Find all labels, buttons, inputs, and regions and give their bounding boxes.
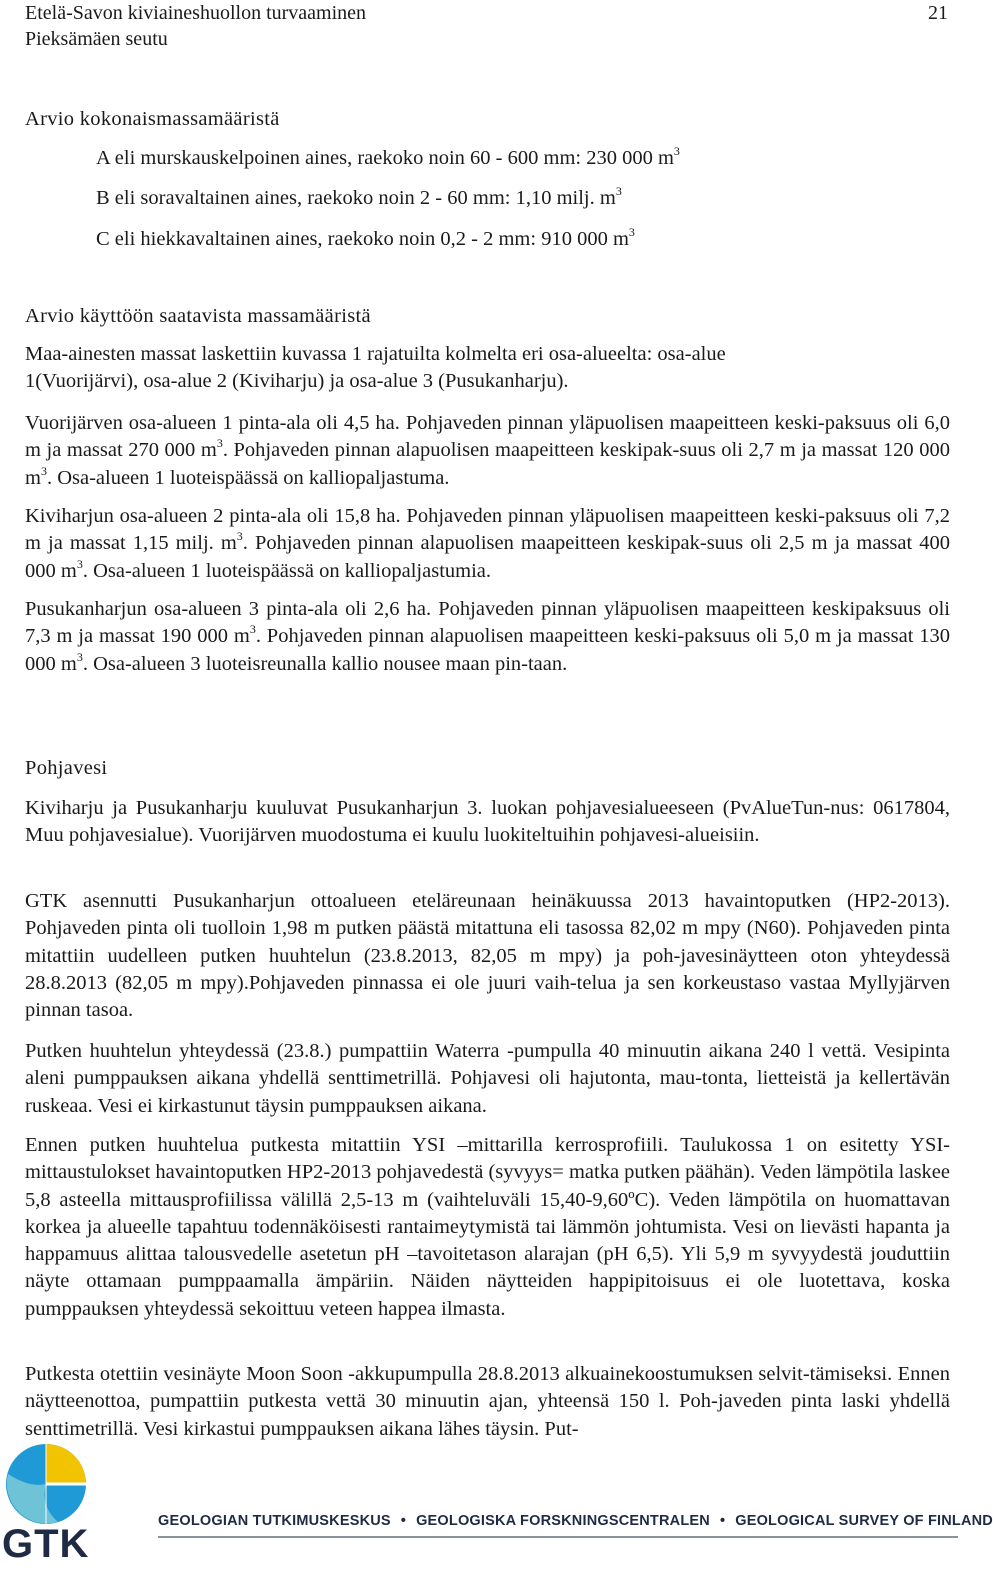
groundwater-paragraph-5: Putkesta otettiin vesinäyte Moon Soon -akkupumpulla 28.8.2013 alkuainekoostumuksen selvit-tämiseksi. Ennen näytteenottoa, pumpattiin putkesta vettä 30 minuutin ajan, yhteensä 150 l. Poh-javeden pinta laski yhdellä senttimetrillä. Vesi kirkastui pumppauksen aikana lähes täysin. Put- — [25, 1363, 950, 1440]
mass-item-c: C eli hiekkavaltainen aines, raekoko noin 0,2 - 2 mm: 910 000 $m^3$ — [96, 225, 635, 250]
groundwater-paragraph-4: Ennen putken huuhtelua putkesta mitattiin YSI –mittarilla kerrosprofiili. Taulukossa 1 on esitetty YSI-mittaustulokset havaintoputken HP2-2013 pohjavedestä (syvyys= matka putken päähän). Veden lämpötila laskee 5,8 asteella mittausprofiilissa välillä 2,5-13 m (vaihteluväli 15,40-9,60ºC). Veden lämpötila on huomattavan korkea ja alueelle tapahtuu todennäköisesti rantaimeytymistä tai lämmön johtumista. Vesi on lievästi hapanta ja happamuus alittaa talousvedelle asetetun pH –tavoitetason alarajan (pH 6,5). Yli 5,9 m syvyydestä jouduttiin näyte ottamaan pumppaamalla ämpäriin. Näiden näytteiden happipitoisuus ei ole luotettava, koska pumppauksen yhteydessä sekoittuu veteen happea ilmasta. — [25, 1134, 950, 1320]
section-heading-total: Arvio kokonaismassamääristä — [25, 108, 280, 130]
running-subtitle: Pieksämäen seutu — [25, 28, 168, 50]
org-name-en: GEOLOGICAL SURVEY OF FINLAND — [735, 1513, 993, 1529]
separator-bullet: • — [400, 1513, 407, 1529]
mass-item-a: A eli murskauskelpoinen aines, raekoko noin 60 - 600 mm: 230 000 $m^3$ — [96, 144, 680, 169]
separator-bullet: • — [719, 1513, 726, 1529]
section-heading-groundwater: Pohjavesi — [25, 757, 108, 779]
page-number: 21 — [928, 2, 948, 24]
section-heading-usable: Arvio käyttöön saatavista massamääristä — [25, 305, 371, 327]
org-name-sv: GEOLOGISKA FORSKNINGSCENTRALEN — [416, 1513, 710, 1529]
gtk-logo-text: GTK — [2, 1522, 90, 1566]
footer-organisations — [158, 1512, 993, 1530]
mass-item-b: B eli soravaltainen aines, raekoko noin 2 - 60 mm: 1,10 milj. $m^3$ — [96, 184, 622, 209]
paragraph-kiviharju: Kiviharjun osa-alueen 2 pinta-ala oli 15,8 ha. Pohjaveden pinnan yläpuolisen maapeitteen keski-paksuus oli 7,2 m ja massat 1,15 milj. $m^3$. Pohjaveden pinnan alapuolisen maapeitteen keskipak-suus oli 2,5 m ja massat 400 000 $m^3$. Osa-alueen 1 luoteispäässä on kalliopaljastumia. — [25, 505, 951, 582]
running-title: Etelä-Savon kiviaineshuollon turvaaminen — [25, 2, 367, 24]
groundwater-paragraph-3: Putken huuhtelun yhteydessä (23.8.) pumpattiin Waterra -pumpulla 40 minuutin aikana 240 l vettä. Vesipinta aleni pumppauksen aikana yhdellä senttimetrillä. Pohjavesi oli hajutonta, mau-tonta, lietteistä ja kellertävän ruskeaa. Vesi ei kirkastunut täysin pumppauksen aikana. — [25, 1040, 950, 1117]
intro-line-2: 1(Vuorijärvi), osa-alue 2 (Kiviharju) ja osa-alue 3 (Pusukanharju). — [25, 370, 569, 392]
footer-rule — [158, 1536, 958, 1538]
intro-line-1: Maa-ainesten massat laskettiin kuvassa 1 rajatuilta kolmelta eri osa-alueelta: osa-alue — [25, 343, 726, 365]
groundwater-paragraph-2: GTK asennutti Pusukanharjun ottoalueen eteläreunaan heinäkuussa 2013 havaintoputken (HP2-2013). Pohjaveden pinta oli tuolloin 1,98 m putken päästä mitattuna eli tasossa 82,02 m mpy (N60). Pohjaveden pinta mitattiin uudelleen putken huuhtelun (23.8.2013, 82,05 m mpy) ja poh-javesinäytteen oton yhteydessä 28.8.2013 (82,05 m mpy).Pohjaveden pinnassa ei ole juuri vaih-telua ja sen korkeustaso vastaa Myllyjärven pinnan tasoa. — [25, 890, 950, 1022]
groundwater-paragraph-1: Kiviharju ja Pusukanharju kuuluvat Pusukanharjun 3. luokan pohjavesialueeseen (PvAlueTun-nus: 0617804, Muu pohjavesialue). Vuorijärven muodostuma ei kuulu luokiteltuihin pohjavesi-alueisiin. — [25, 797, 950, 847]
paragraph-vuorijarvi: Vuorijärven osa-alueen 1 pinta-ala oli 4,5 ha. Pohjaveden pinnan yläpuolisen maapeitteen keski-paksuus oli 6,0 m ja massat 270 000 $m^3$. Pohjaveden pinnan alapuolisen maapeitteen keskipak-suus oli 2,7 m ja massat 120 000 $m^3$. Osa-alueen 1 luoteispäässä on kalliopaljastuma. — [25, 412, 950, 489]
paragraph-pusukanharju: Pusukanharjun osa-alueen 3 pinta-ala oli 2,6 ha. Pohjaveden pinnan yläpuolisen maapeitteen keskipaksuus oli 7,3 m ja massat 190 000 $m^3$. Pohjaveden pinnan alapuolisen maapeitteen keski-paksuus oli 5,0 m ja massat 130 000 $m^3$. Osa-alueen 3 luoteisreunalla kallio nousee maan pin-taan. — [25, 598, 951, 675]
org-name-fi: GEOLOGIAN TUTKIMUSKESKUS — [158, 1513, 391, 1529]
